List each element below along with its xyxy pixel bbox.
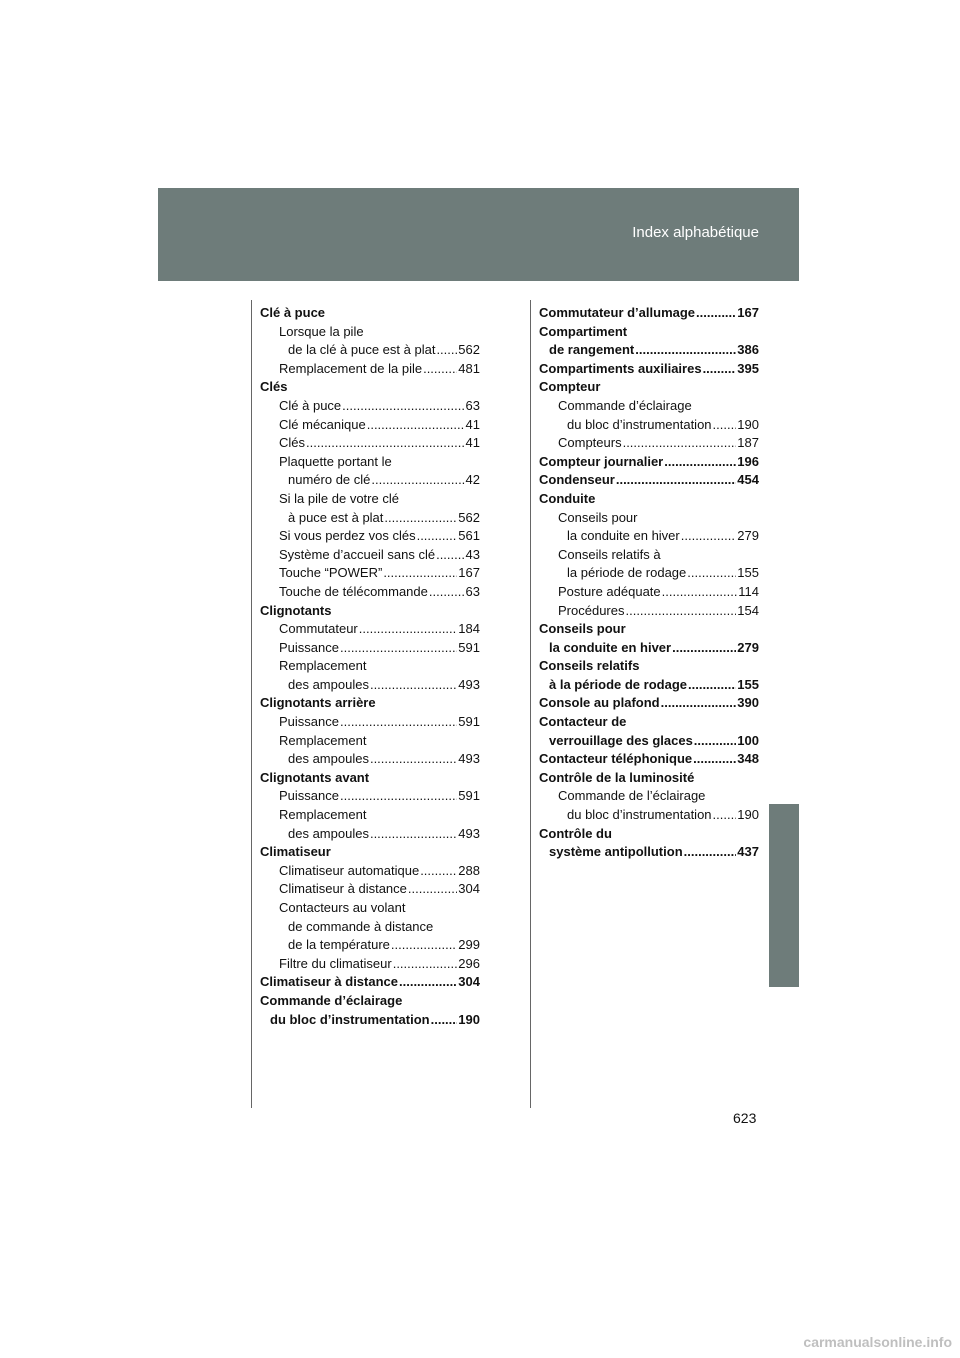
dot-leader bbox=[625, 602, 736, 621]
entry-page-number: 481 bbox=[458, 360, 480, 376]
index-entry bbox=[539, 434, 759, 453]
entry-text: la période de rodage bbox=[567, 565, 687, 581]
index-entry bbox=[260, 360, 480, 379]
entry-page-number: 304 bbox=[458, 974, 480, 990]
index-entry bbox=[260, 583, 480, 602]
entry-page-number: 279 bbox=[737, 639, 759, 655]
index-entry bbox=[539, 769, 759, 788]
entry-text: Contrôle de la luminosité bbox=[539, 769, 695, 785]
entry-page-number: 591 bbox=[458, 788, 480, 804]
index-entry bbox=[260, 918, 480, 937]
page-header bbox=[158, 188, 799, 281]
index-entry bbox=[260, 750, 480, 769]
entry-text: Clé à puce bbox=[260, 305, 326, 320]
entry-page-number: 187 bbox=[737, 435, 759, 451]
entry-text: de la température bbox=[288, 937, 390, 953]
dot-leader bbox=[713, 416, 737, 435]
entry-page-number: 167 bbox=[737, 305, 759, 320]
index-entry bbox=[260, 602, 480, 621]
entry-page-number: 591 bbox=[458, 714, 480, 730]
dot-leader bbox=[342, 397, 464, 416]
index-column-right bbox=[539, 304, 759, 862]
dot-leader bbox=[661, 694, 737, 713]
entry-page-number: 395 bbox=[737, 360, 759, 376]
index-entry bbox=[260, 509, 480, 528]
dot-leader bbox=[371, 471, 464, 490]
entry-text: Clés bbox=[279, 435, 306, 451]
index-entry bbox=[260, 843, 480, 862]
index-entry bbox=[539, 490, 759, 509]
section-title: Index alphabétique bbox=[632, 224, 759, 241]
index-entry bbox=[539, 620, 759, 639]
entry-page-number: 190 bbox=[737, 416, 759, 432]
index-entry bbox=[539, 713, 759, 732]
index-entry bbox=[539, 787, 759, 806]
entry-text: Conseils relatifs bbox=[539, 658, 640, 674]
entry-page-number: 561 bbox=[458, 528, 480, 544]
entry-page-number: 493 bbox=[458, 676, 480, 692]
entry-text: Contacteurs au volant bbox=[279, 900, 406, 915]
index-entry bbox=[260, 490, 480, 509]
dot-leader bbox=[384, 509, 457, 528]
index-entry bbox=[260, 732, 480, 751]
entry-page-number: 114 bbox=[738, 583, 759, 599]
index-entry bbox=[260, 787, 480, 806]
entry-text: la conduite en hiver bbox=[549, 639, 672, 655]
index-entry bbox=[539, 564, 759, 583]
entry-page-number: 299 bbox=[458, 937, 480, 953]
entry-text: Climatiseur bbox=[260, 844, 331, 860]
index-column-left bbox=[260, 304, 480, 1029]
index-entry bbox=[260, 899, 480, 918]
index-entry bbox=[260, 546, 480, 565]
index-entry bbox=[260, 992, 480, 1011]
index-entry bbox=[539, 843, 759, 862]
entry-text: Système d’accueil sans clé bbox=[279, 546, 436, 562]
dot-leader bbox=[393, 955, 458, 974]
entry-text: Remplacement bbox=[279, 658, 367, 674]
entry-text: des ampoules bbox=[288, 676, 369, 692]
dot-leader bbox=[399, 973, 457, 992]
index-entry bbox=[260, 769, 480, 788]
index-entry bbox=[539, 657, 759, 676]
entry-text: Remplacement bbox=[279, 732, 367, 748]
entry-page-number: 155 bbox=[737, 676, 759, 692]
entry-page-number: 155 bbox=[737, 565, 759, 581]
entry-text: Puissance bbox=[279, 714, 339, 730]
index-entry bbox=[539, 304, 759, 323]
entry-text: Clignotants arrière bbox=[260, 695, 376, 711]
entry-text: Lorsque la pile bbox=[279, 323, 364, 339]
entry-text: Contacteur téléphonique bbox=[539, 751, 693, 767]
index-entry bbox=[260, 1011, 480, 1030]
dot-leader bbox=[423, 360, 457, 379]
dot-leader bbox=[370, 676, 457, 695]
index-entry bbox=[539, 639, 759, 658]
entry-text: Si la pile de votre clé bbox=[279, 490, 399, 506]
dot-leader bbox=[662, 583, 738, 602]
index-entry bbox=[539, 732, 759, 751]
entry-text: Compteurs bbox=[558, 435, 622, 451]
index-entry bbox=[260, 564, 480, 583]
dot-leader bbox=[616, 471, 736, 490]
column-divider-left bbox=[251, 300, 252, 1108]
index-entry bbox=[260, 323, 480, 342]
index-entry bbox=[260, 694, 480, 713]
index-entry bbox=[260, 620, 480, 639]
dot-leader bbox=[684, 843, 737, 862]
dot-leader bbox=[417, 527, 458, 546]
index-entry bbox=[539, 509, 759, 528]
entry-text: Compartiment bbox=[539, 323, 628, 339]
entry-text: Plaquette portant le bbox=[279, 453, 392, 469]
entry-page-number: 167 bbox=[458, 565, 480, 581]
entry-text: Posture adéquate bbox=[558, 583, 661, 599]
dot-leader bbox=[693, 750, 736, 769]
entry-text: Remplacement bbox=[279, 807, 367, 823]
entry-text: Climatiseur automatique bbox=[279, 862, 420, 878]
watermark: carmanualsonline.info bbox=[803, 1334, 952, 1350]
dot-leader bbox=[687, 564, 736, 583]
index-entry bbox=[539, 378, 759, 397]
dot-leader bbox=[420, 862, 457, 881]
index-entry bbox=[539, 676, 759, 695]
entry-text: de la clé à puce est à plat bbox=[288, 342, 436, 358]
entry-text: du bloc d’instrumentation bbox=[567, 416, 712, 432]
index-entry bbox=[539, 397, 759, 416]
index-entry bbox=[260, 825, 480, 844]
dot-leader bbox=[370, 825, 457, 844]
entry-text: Puissance bbox=[279, 639, 339, 655]
dot-leader bbox=[623, 434, 737, 453]
entry-text: Filtre du climatiseur bbox=[279, 955, 392, 971]
dot-leader bbox=[635, 341, 736, 360]
entry-page-number: 190 bbox=[737, 807, 759, 823]
entry-page-number: 184 bbox=[458, 621, 480, 637]
entry-text: à la période de rodage bbox=[549, 676, 687, 692]
entry-page-number: 288 bbox=[458, 862, 480, 878]
entry-page-number: 304 bbox=[458, 881, 480, 897]
index-entry bbox=[539, 602, 759, 621]
index-entry bbox=[539, 694, 759, 713]
entry-page-number: 196 bbox=[737, 453, 759, 469]
index-entry bbox=[260, 973, 480, 992]
dot-leader bbox=[340, 639, 457, 658]
entry-page-number: 42 bbox=[465, 472, 480, 488]
index-entry bbox=[539, 341, 759, 360]
entry-page-number: 41 bbox=[465, 416, 480, 432]
entry-text: numéro de clé bbox=[288, 472, 371, 488]
entry-text: Contacteur de bbox=[539, 714, 627, 730]
index-entry bbox=[260, 416, 480, 435]
dot-leader bbox=[436, 341, 457, 360]
entry-page-number: 63 bbox=[465, 583, 480, 599]
entry-text: Conseils relatifs à bbox=[558, 546, 661, 562]
index-entry bbox=[539, 527, 759, 546]
page-number: 623 bbox=[733, 1110, 757, 1126]
index-entry bbox=[539, 825, 759, 844]
entry-text: de rangement bbox=[549, 342, 635, 358]
entry-page-number: 43 bbox=[465, 546, 480, 562]
entry-text: du bloc d’instrumentation bbox=[270, 1011, 430, 1027]
entry-text: Compteur journalier bbox=[539, 453, 664, 469]
entry-text: du bloc d’instrumentation bbox=[567, 807, 712, 823]
dot-leader bbox=[408, 880, 457, 899]
entry-page-number: 154 bbox=[737, 602, 759, 618]
dot-leader bbox=[713, 806, 737, 825]
entry-page-number: 190 bbox=[458, 1011, 480, 1027]
entry-page-number: 348 bbox=[737, 751, 759, 767]
entry-text: Puissance bbox=[279, 788, 339, 804]
index-entry bbox=[260, 639, 480, 658]
entry-text: Climatiseur à distance bbox=[260, 974, 398, 990]
entry-text: de commande à distance bbox=[288, 918, 434, 934]
entry-text: Commande d’éclairage bbox=[558, 397, 692, 413]
entry-page-number: 591 bbox=[458, 639, 480, 655]
entry-text: Procédures bbox=[558, 602, 625, 618]
entry-page-number: 100 bbox=[737, 732, 759, 748]
index-entry bbox=[260, 713, 480, 732]
index-entry bbox=[260, 657, 480, 676]
index-entry bbox=[539, 750, 759, 769]
entry-text: des ampoules bbox=[288, 825, 369, 841]
index-entry bbox=[539, 416, 759, 435]
entry-page-number: 279 bbox=[737, 528, 759, 544]
entry-page-number: 386 bbox=[737, 342, 759, 358]
column-divider-right bbox=[530, 300, 531, 1108]
entry-text: Clignotants bbox=[260, 602, 332, 618]
dot-leader bbox=[340, 713, 457, 732]
entry-text: à puce est à plat bbox=[288, 509, 384, 525]
entry-text: la conduite en hiver bbox=[567, 528, 680, 544]
index-entry bbox=[539, 453, 759, 472]
entry-text: Clé à puce bbox=[279, 397, 342, 413]
entry-text: Commande d’éclairage bbox=[260, 992, 403, 1008]
dot-leader bbox=[694, 732, 737, 751]
index-entry bbox=[539, 806, 759, 825]
entry-page-number: 390 bbox=[737, 695, 759, 711]
entry-page-number: 562 bbox=[458, 342, 480, 358]
entry-text: Si vous perdez vos clés bbox=[279, 528, 416, 544]
dot-leader bbox=[672, 639, 736, 658]
entry-text: Clignotants avant bbox=[260, 769, 370, 785]
entry-text: Conduite bbox=[539, 490, 596, 506]
dot-leader bbox=[383, 564, 457, 583]
dot-leader bbox=[681, 527, 737, 546]
dot-leader bbox=[436, 546, 464, 565]
index-entry bbox=[260, 471, 480, 490]
index-entry bbox=[260, 936, 480, 955]
entry-page-number: 63 bbox=[465, 397, 480, 413]
entry-page-number: 41 bbox=[465, 435, 480, 451]
entry-page-number: 296 bbox=[458, 955, 480, 971]
entry-text: système antipollution bbox=[549, 844, 683, 860]
entry-text: Compartiments auxiliaires bbox=[539, 360, 702, 376]
chapter-tab bbox=[769, 804, 799, 987]
dot-leader bbox=[429, 583, 465, 602]
entry-text: Clé mécanique bbox=[279, 416, 366, 432]
entry-page-number: 562 bbox=[458, 509, 480, 525]
index-entry bbox=[260, 378, 480, 397]
entry-text: Clés bbox=[260, 379, 288, 395]
entry-text: Conseils pour bbox=[558, 509, 638, 525]
dot-leader bbox=[431, 1011, 458, 1030]
index-entry bbox=[539, 546, 759, 565]
index-entry bbox=[539, 323, 759, 342]
entry-page-number: 454 bbox=[737, 472, 759, 488]
dot-leader bbox=[688, 676, 736, 695]
entry-text: Commande de l’éclairage bbox=[558, 788, 706, 804]
index-entry bbox=[260, 304, 480, 323]
entry-text: Touche “POWER” bbox=[279, 565, 383, 581]
entry-text: Compteur bbox=[539, 379, 601, 395]
index-entry bbox=[260, 676, 480, 695]
index-entry bbox=[260, 434, 480, 453]
index-entry bbox=[260, 880, 480, 899]
dot-leader bbox=[664, 453, 736, 472]
entry-text: Touche de télécommande bbox=[279, 583, 428, 599]
dot-leader bbox=[370, 750, 457, 769]
dot-leader bbox=[359, 620, 458, 639]
index-entry bbox=[260, 806, 480, 825]
dot-leader bbox=[696, 304, 736, 323]
entry-page-number: 437 bbox=[737, 844, 759, 860]
dot-leader bbox=[367, 416, 465, 435]
entry-text: Console au plafond bbox=[539, 695, 660, 711]
index-entry bbox=[260, 955, 480, 974]
dot-leader bbox=[391, 936, 457, 955]
dot-leader bbox=[306, 434, 465, 453]
entry-page-number: 493 bbox=[458, 825, 480, 841]
index-entry bbox=[539, 471, 759, 490]
entry-text: Condenseur bbox=[539, 472, 615, 488]
index-entry bbox=[260, 862, 480, 881]
index-entry bbox=[260, 527, 480, 546]
entry-text: Climatiseur à distance bbox=[279, 881, 407, 897]
index-entry bbox=[539, 360, 759, 379]
entry-text: Conseils pour bbox=[539, 621, 626, 637]
entry-text: Remplacement de la pile bbox=[279, 360, 423, 376]
entry-text: Commutateur d’allumage bbox=[539, 305, 696, 320]
index-entry bbox=[539, 583, 759, 602]
index-entry bbox=[260, 341, 480, 360]
index-entry bbox=[260, 453, 480, 472]
dot-leader bbox=[340, 787, 457, 806]
entry-page-number: 493 bbox=[458, 751, 480, 767]
entry-text: Commutateur bbox=[279, 621, 358, 637]
index-entry bbox=[260, 397, 480, 416]
entry-text: Contrôle du bbox=[539, 825, 612, 841]
dot-leader bbox=[703, 360, 737, 379]
entry-text: verrouillage des glaces bbox=[549, 732, 693, 748]
entry-text: des ampoules bbox=[288, 751, 369, 767]
